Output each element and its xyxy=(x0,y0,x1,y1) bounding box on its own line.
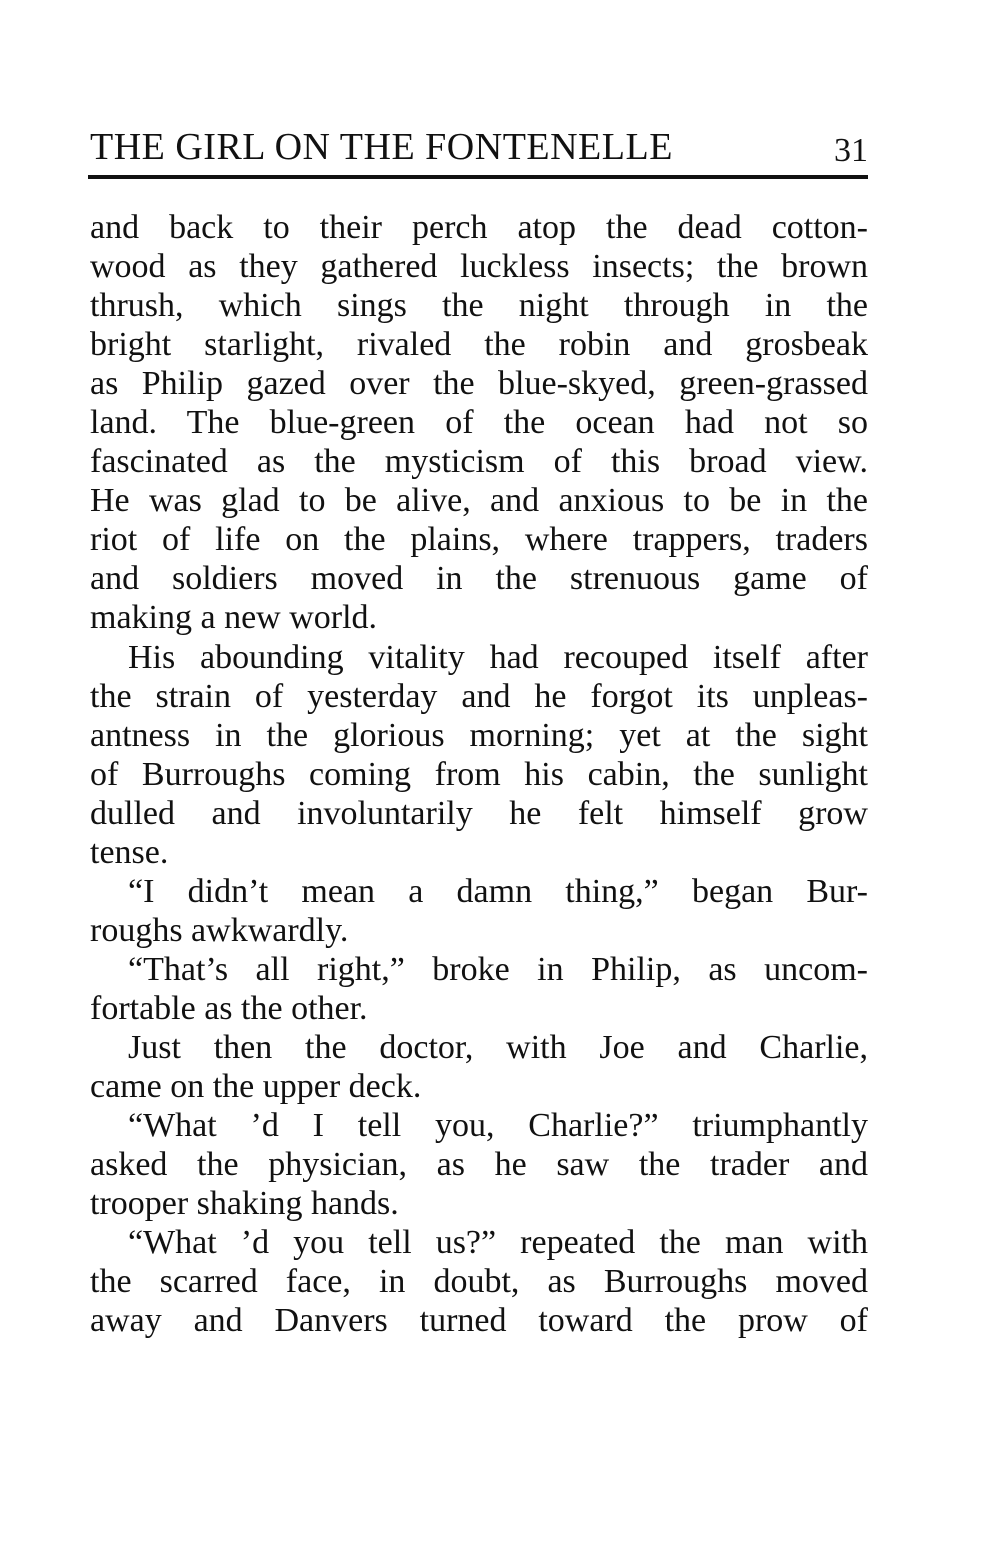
text-line: fortable as the other. xyxy=(90,989,368,1027)
page-number: 31 xyxy=(834,132,868,169)
text-line: His abounding vitality had recouped itself after xyxy=(128,638,868,676)
text-line: “That’s all right,” broke in Philip, as uncom- xyxy=(128,950,868,988)
text-line: roughs awkwardly. xyxy=(90,911,349,949)
text-line: wood as they gathered luckless insects; the brown xyxy=(90,248,868,286)
header-rule xyxy=(88,175,868,179)
text-line: the strain of yesterday and he forgot its unpleas- xyxy=(90,677,868,715)
text-line: bright starlight, rivaled the robin and grosbeak xyxy=(90,326,868,364)
text-line: He was glad to be alive, and anxious to be in the xyxy=(90,482,868,520)
text-line: thrush, which sings the night through in the xyxy=(90,287,868,325)
text-line: fascinated as the mysticism of this broad view. xyxy=(90,443,868,481)
text-line: land. The blue-green of the ocean had not so xyxy=(90,404,868,442)
text-line: dulled and involuntarily he felt himself grow xyxy=(90,794,868,832)
body-text xyxy=(90,208,868,1340)
text-line: and back to their perch atop the dead cotton- xyxy=(90,209,868,246)
text-line: as Philip gazed over the blue-skyed, green-grassed xyxy=(90,365,868,403)
text-line: and soldiers moved in the strenuous game of xyxy=(90,560,868,598)
text-line: of Burroughs coming from his cabin, the sunlight xyxy=(90,755,868,793)
text-line: asked the physician, as he saw the trader and xyxy=(90,1146,868,1184)
text-line: “What ’d I tell you, Charlie?” triumphantly xyxy=(128,1107,868,1145)
text-line: “I didn’t mean a damn thing,” began Bur- xyxy=(128,872,868,910)
text-line: riot of life on the plains, where trappers, traders xyxy=(90,521,868,559)
text-line: away and Danvers turned toward the prow of xyxy=(90,1302,868,1340)
text-line: came on the upper deck. xyxy=(90,1068,422,1106)
text-line: antness in the glorious morning; yet at the sight xyxy=(90,716,868,754)
running-title: THE GIRL ON THE FONTENELLE xyxy=(90,126,673,168)
text-line: the scarred face, in doubt, as Burroughs moved xyxy=(90,1263,868,1301)
text-line: tense. xyxy=(90,833,169,871)
text-line: “What ’d you tell us?” repeated the man with xyxy=(128,1224,868,1262)
text-line: making a new world. xyxy=(90,599,378,637)
text-line: Just then the doctor, with Joe and Charlie, xyxy=(128,1028,868,1066)
text-line: trooper shaking hands. xyxy=(90,1185,399,1223)
running-head xyxy=(90,122,868,172)
